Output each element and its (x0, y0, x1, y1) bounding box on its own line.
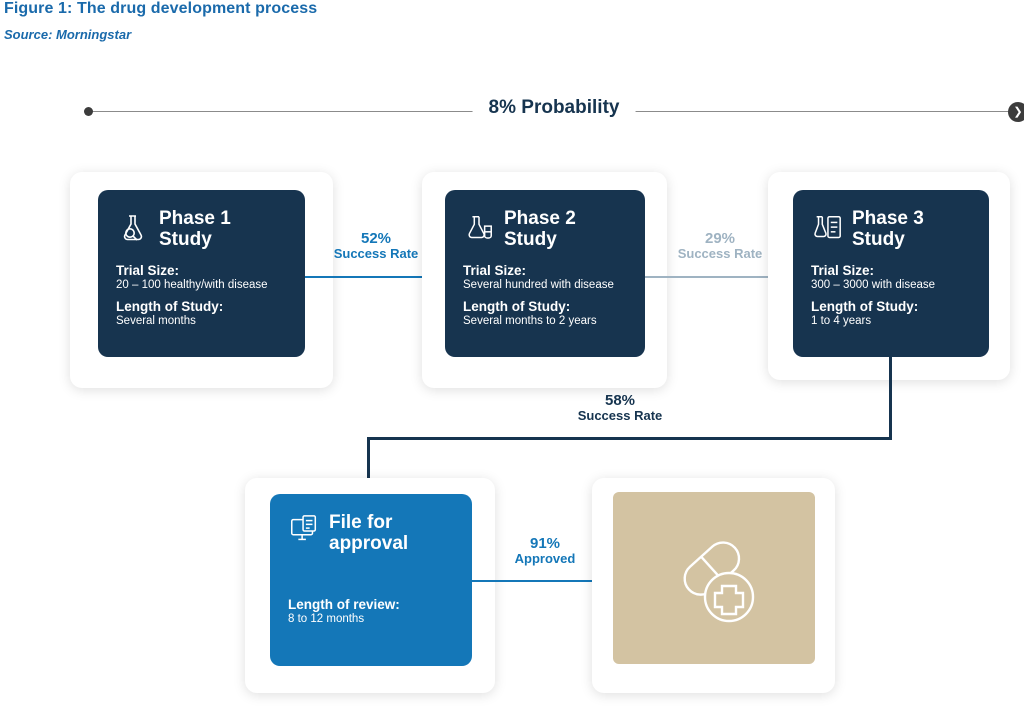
probability-rail (88, 97, 1023, 118)
phase-3-field-0-label: Trial Size: (811, 262, 875, 278)
chevron-right-icon: ❯ (1008, 102, 1024, 122)
phase-1-title: Phase 1 Study (159, 208, 231, 251)
pills-medical-cross-icon (659, 523, 769, 633)
approved-drug-panel (613, 492, 815, 664)
phase-2-field-0-label: Trial Size: (463, 262, 527, 278)
document-monitor-icon (288, 514, 320, 546)
phase-3-card (793, 190, 989, 357)
connector-file-product-pct: 91% (529, 535, 561, 552)
phase-1-header (116, 208, 287, 251)
phase-3-field-1-label: Length of Study: (811, 298, 919, 314)
connector-file-product-rate (490, 535, 600, 567)
file-approval-title: File for approval (329, 512, 409, 555)
probability-label: 8% Probability (473, 97, 636, 119)
connector-p3-file-segment-vertical-right (889, 357, 892, 439)
file-approval-header (288, 512, 454, 555)
phase-3-field-1-value: 1 to 4 years (811, 314, 872, 327)
connector-p3-file-rate (560, 392, 680, 424)
connector-p3-file-pct: 58% (604, 392, 636, 409)
phase-2-header (463, 208, 627, 251)
phase-2-field-1-value: Several months to 2 years (463, 314, 597, 327)
connector-p3-file-caption: Success Rate (577, 408, 663, 424)
connector-p1-p2-pct: 52% (360, 230, 392, 247)
file-approval-field-0-value: 8 to 12 months (288, 612, 365, 625)
rail-start-dot (84, 107, 93, 116)
connector-p1-p2-rate (330, 230, 422, 262)
phase-1-field-0-value: 20 – 100 healthy/with disease (116, 278, 268, 291)
phase-2-card (445, 190, 645, 357)
phase-1-field-1-label: Length of Study: (116, 298, 224, 314)
phase-2-field-0-value: Several hundred with disease (463, 278, 614, 291)
file-approval-field-0-label: Length of review: (288, 596, 400, 612)
flask-beaker-icon (463, 213, 495, 245)
phase-1-card (98, 190, 305, 357)
flask-magnifier-icon (116, 212, 150, 246)
connector-p2-p3-caption: Success Rate (677, 246, 763, 262)
page-title: Figure 1: The drug development process (4, 0, 318, 17)
connector-p2-p3-pct: 29% (704, 230, 736, 247)
phase-1-field-1-value: Several months (116, 314, 196, 327)
phase-1-field-0-label: Trial Size: (116, 262, 180, 278)
phase-2-field-1-label: Length of Study: (463, 298, 571, 314)
phase-3-header (811, 208, 971, 251)
file-approval-card (270, 494, 472, 666)
phase-3-title: Phase 3 Study (852, 208, 924, 251)
figure-source: Source: Morningstar (4, 27, 132, 42)
connector-p3-file-segment-horizontal (367, 437, 892, 440)
phase-3-field-0-value: 300 – 3000 with disease (811, 278, 936, 291)
connector-file-product-caption: Approved (514, 551, 576, 567)
connector-p2-p3-rate (672, 230, 768, 262)
connector-p1-p2-caption: Success Rate (333, 246, 419, 262)
phase-2-title: Phase 2 Study (504, 208, 576, 251)
flask-clipboard-icon (811, 213, 843, 245)
